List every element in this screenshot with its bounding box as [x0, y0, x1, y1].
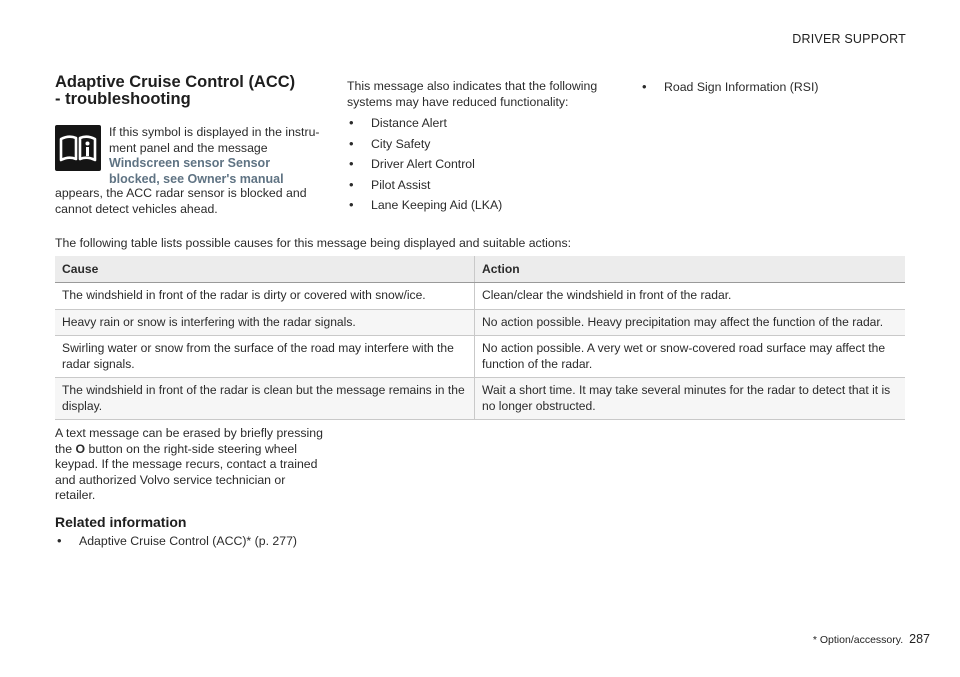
table-row: [55, 283, 905, 310]
o-button-label: O: [75, 441, 86, 456]
action-cell: No action possible. Heavy precipitation may affect the function of the radar.: [475, 309, 906, 336]
table-row: [55, 378, 905, 420]
intro-paragraph: [109, 125, 324, 187]
page-title: Adaptive Cruise Control (ACC) - troubleshooting: [55, 73, 296, 108]
table-row: [55, 309, 905, 336]
cause-cell: The windshield in front of the radar is clean but the message remains in the display.: [55, 378, 475, 420]
action-cell: Wait a short time. It may take several minutes for the radar to detect that it is no longer obstructed.: [475, 378, 906, 420]
list-item: • Road Sign Information (RSI): [640, 79, 900, 100]
action-cell: Clean/clear the windshield in front of the radar.: [475, 283, 906, 310]
page-footer: [813, 632, 930, 646]
reduced-systems-list-continued: [640, 79, 900, 100]
intro-text: If this symbol is displayed in the instru-ment panel and the message: [109, 125, 320, 155]
list-item: • City Safety: [347, 136, 607, 157]
table-header-row: [55, 256, 905, 283]
related-heading: Related information: [55, 514, 187, 530]
list-item: • Driver Alert Control: [347, 156, 607, 177]
column-header-cause: Cause: [55, 256, 475, 283]
list-item: • Pilot Assist: [347, 177, 607, 198]
table-row: [55, 336, 905, 378]
reduced-systems-list: [347, 115, 607, 218]
display-message: Windscreen sensor Sensor blocked, see Owner's manual: [109, 156, 284, 186]
reduced-functionality-text: This message also indicates that the following systems may have reduced functionality:: [347, 79, 598, 109]
list-item: • Distance Alert: [347, 115, 607, 136]
list-item: • Lane Keeping Aid (LKA): [347, 197, 607, 218]
table-intro: The following table lists possible causes for this message being displayed and suitable actions:: [55, 236, 572, 250]
column-header-action: Action: [475, 256, 906, 283]
action-cell: No action possible. A very wet or snow-covered road surface may affect the function of the radar.: [475, 336, 906, 378]
cause-cell: Swirling water or snow from the surface of the road may interfere with the radar signals.: [55, 336, 475, 378]
troubleshooting-table: [55, 256, 905, 420]
cause-cell: Heavy rain or snow is interfering with the radar signals.: [55, 309, 475, 336]
related-list: [55, 533, 355, 554]
intro-continued: appears, the ACC radar sensor is blocked and cannot detect vehicles ahead.: [55, 186, 307, 216]
option-note: * Option/accessory.: [812, 634, 904, 646]
related-link[interactable]: • Adaptive Cruise Control (ACC)* (p. 277): [55, 533, 355, 554]
section-header: DRIVER SUPPORT: [792, 32, 906, 46]
owners-manual-icon: [55, 125, 101, 171]
erase-text-2: button on the right-side steering wheel keypad. If the message recurs, contact a trained and authorized Volvo service technician or retailer.: [55, 441, 318, 502]
page-number: 287: [909, 632, 930, 646]
cause-cell: The windshield in front of the radar is dirty or covered with snow/ice.: [55, 283, 475, 310]
erase-message-paragraph: [55, 426, 325, 504]
erase-text-1: A text message can be erased by briefly pressing the: [55, 426, 323, 456]
